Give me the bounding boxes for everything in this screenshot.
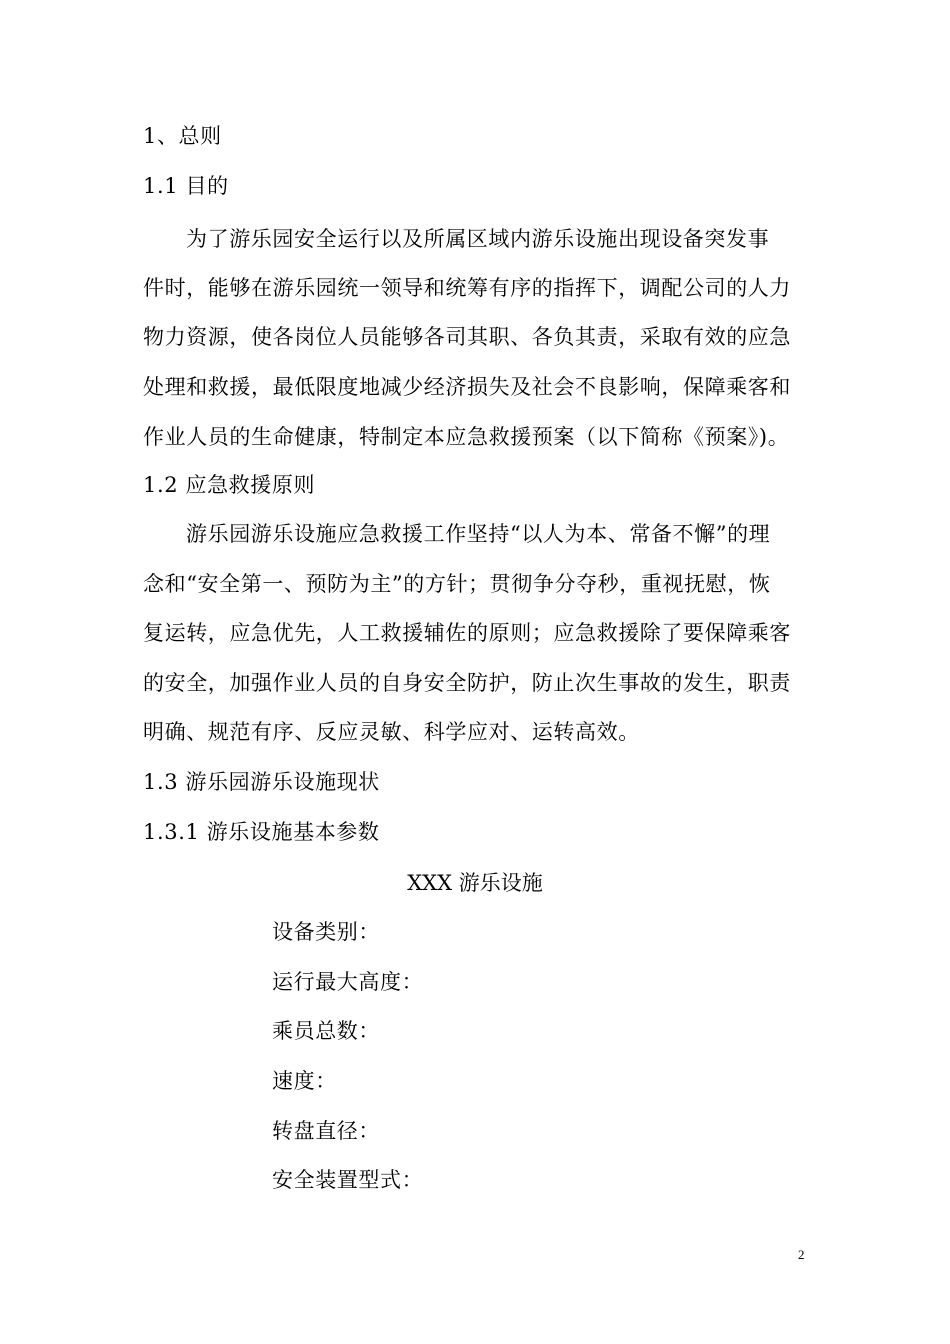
section-1-heading: 1、总则 [143, 124, 222, 148]
section-1-3-1-heading: 1.3.1 游乐设施基本参数 [143, 820, 380, 844]
paragraph-line: 明确、规范有序、反应灵敏、科学应对、运转高效。 [143, 720, 640, 744]
paragraph-line: 的安全，加强作业人员的自身安全防护，防止次生事故的发生，职责 [143, 671, 791, 695]
spec-item-equipment-category: 设备类别： [272, 920, 380, 944]
spec-item-safety-device-type: 安全装置型式： [272, 1168, 424, 1192]
paragraph-line: 处理和救援，最低限度地减少经济损失及社会不良影响，保障乘客和 [143, 375, 791, 399]
paragraph-line: 件时，能够在游乐园统一领导和统筹有序的指挥下，调配公司的人力 [143, 276, 791, 300]
spec-item-speed: 速度： [272, 1069, 337, 1093]
section-1-1-heading: 1.1 目的 [143, 174, 229, 198]
paragraph-line: 作业人员的生命健康，特制定本应急救援预案（以下简称《预案》)。 [143, 425, 790, 449]
page-number: 2 [798, 1247, 805, 1262]
paragraph-line: 为了游乐园安全运行以及所属区域内游乐设施出现设备突发事 [186, 227, 770, 251]
spec-item-total-riders: 乘员总数： [272, 1019, 380, 1043]
paragraph-line: 游乐园游乐设施应急救援工作坚持“以人为本、常备不懈”的理 [186, 522, 771, 546]
paragraph-line: 念和“安全第一、预防为主”的方针；贯彻争分夺秒，重视抚慰，恢 [143, 572, 771, 596]
paragraph-line: 复运转，应急优先，人工救援辅佐的原则；应急救援除了要保障乘客 [143, 621, 791, 645]
spec-item-turntable-diameter: 转盘直径： [272, 1119, 380, 1143]
section-1-2-heading: 1.2 应急救援原则 [143, 473, 316, 497]
section-1-3-heading: 1.3 游乐园游乐设施现状 [143, 770, 380, 794]
facility-title: XXX 游乐设施 [407, 871, 543, 895]
paragraph-line: 物力资源，使各岗位人员能够各司其职、各负其责，采取有效的应急 [143, 325, 791, 349]
spec-item-max-height: 运行最大高度： [272, 970, 424, 994]
